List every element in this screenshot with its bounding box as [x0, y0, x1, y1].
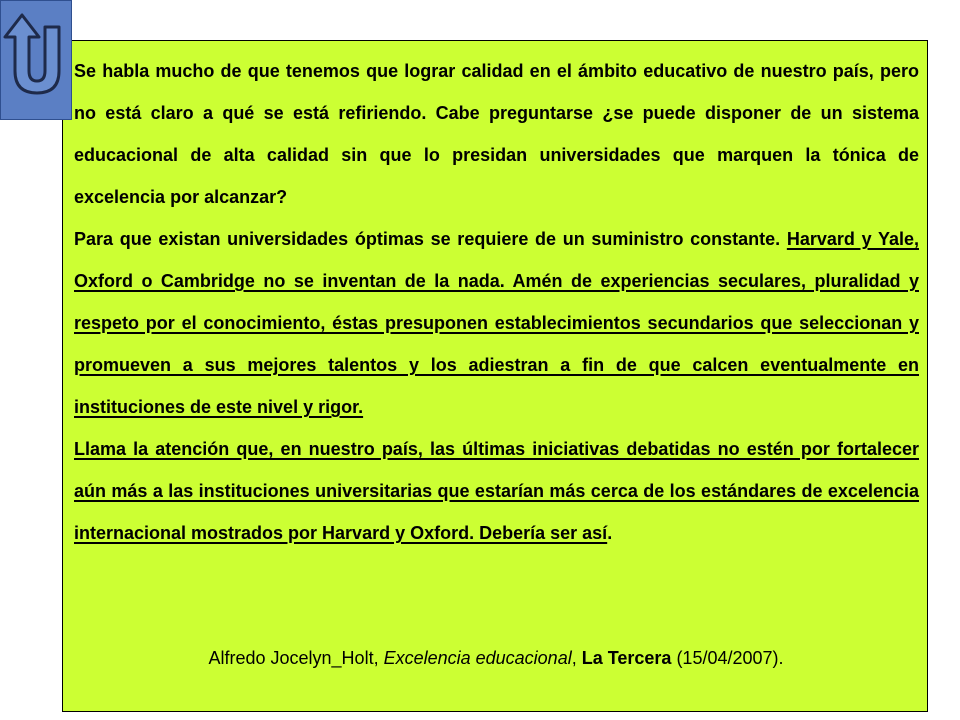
u-turn-return-icon	[1, 1, 73, 121]
citation-separator: ,	[571, 648, 582, 668]
paragraph-3-end: .	[607, 523, 613, 543]
citation-date: (15/04/2007).	[671, 648, 784, 668]
citation-author: Alfredo Jocelyn_Holt,	[208, 648, 384, 668]
quote-body	[74, 50, 919, 554]
paragraph-2	[74, 218, 919, 428]
citation-newspaper: La Tercera	[581, 648, 672, 668]
paragraph-2-underlined: Harvard y Yale, Oxford o Cambridge no se inventan de la nada. Amén de experiencias seculares, pluralidad y respeto por el conocimiento, éstas presuponen establecimientos secundarios que seleccionan y promueven a sus mejores talentos y los adiestran a fin de que calcen eventualmente en instituciones de este nivel y rigor.	[74, 229, 919, 417]
citation	[63, 647, 929, 669]
paragraph-3-underlined: Llama la atención que, en nuestro país, las últimas iniciativas debatidas no estén por fortalecer aún más a las instituciones universitarias que estarían más cerca de los estándares de excelencia internacional mostrados por Harvard y Oxford. Debería ser así	[74, 439, 919, 543]
citation-work: Excelencia educacional	[383, 648, 572, 668]
paragraph-1: Se habla mucho de que tenemos que lograr calidad en el ámbito educativo de nuestro país, pero no está claro a qué se está refiriendo. Cabe preguntarse ¿se puede disponer de un sistema educacional de alta calidad sin que lo presidan universidades que marquen la tónica de excelencia por alcanzar?	[74, 61, 919, 207]
paragraph-2-plain: Para que existan universidades óptimas se requiere de un suministro constante.	[74, 229, 787, 249]
paragraph-3	[74, 428, 919, 554]
quote-text-box	[62, 40, 928, 712]
return-button[interactable]	[0, 0, 72, 120]
